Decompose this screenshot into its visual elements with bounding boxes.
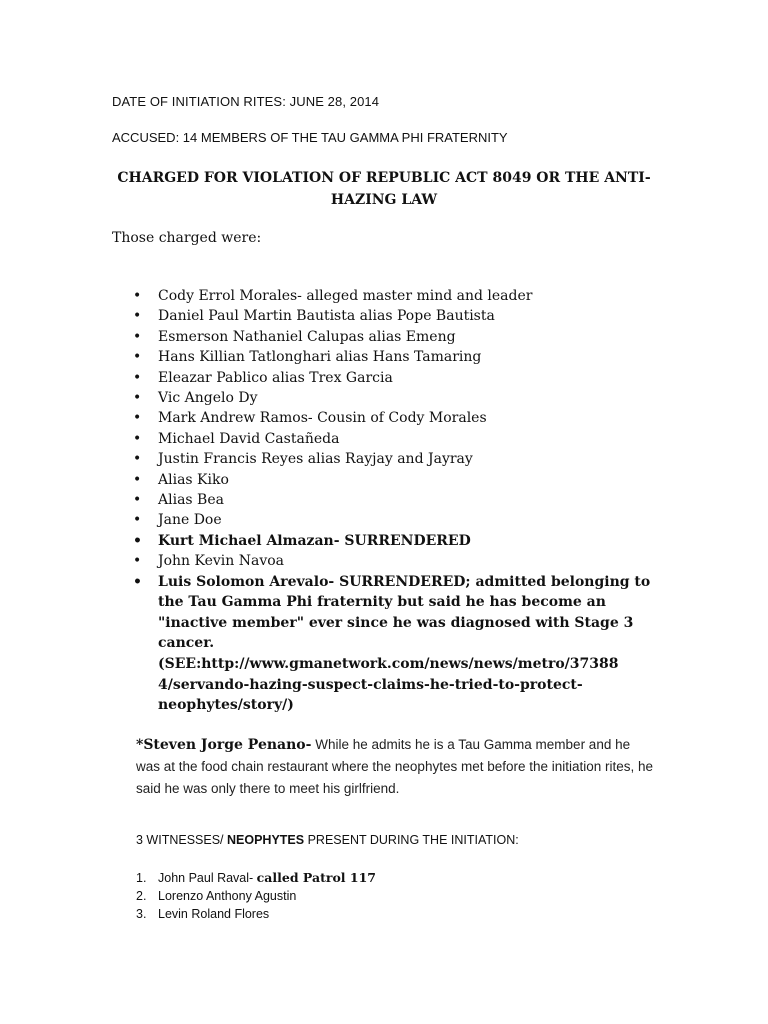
witness-number: 2.	[136, 889, 147, 903]
charged-list	[0, 286, 768, 716]
date-of-initiation-line: DATE OF INITIATION RITES: JUNE 28, 2014	[112, 94, 380, 109]
list-item: • Kurt Michael Almazan- SURRENDERED	[0, 531, 658, 551]
witnesses-heading	[136, 833, 519, 847]
luis-line-2: the Tau Gamma Phi fraternity but said he has become an	[158, 594, 606, 611]
charge-heading-line-1: CHARGED FOR VIOLATION OF REPUBLIC ACT 8049 OR THE ANTI-	[117, 170, 651, 186]
witnesses-heading-suffix: PRESENT DURING THE INITIATION:	[304, 833, 519, 847]
witness-number: 1.	[136, 871, 147, 885]
list-item: • Eleazar Pablico alias Trex Garcia	[0, 368, 658, 388]
list-item: • John Kevin Navoa	[0, 551, 658, 571]
accused-line: ACCUSED: 14 MEMBERS OF THE TAU GAMMA PHI FRATERNITY	[112, 130, 508, 145]
witness-number: 3.	[136, 907, 147, 921]
list-item: • Jane Doe	[0, 510, 658, 530]
witnesses-heading-prefix: 3 WITNESSES/	[136, 833, 227, 847]
list-item: • Daniel Paul Martin Bautista alias Pope Bautista	[0, 306, 658, 326]
list-item: • Alias Bea	[0, 490, 658, 510]
list-item: • Alias Kiko	[0, 470, 658, 490]
steven-penano-name: *Steven Jorge Penano-	[136, 737, 312, 753]
witness-name: Lorenzo Anthony Agustin	[158, 889, 297, 903]
luis-source-link-line-1: (SEE:http://www.gmanetwork.com/news/news/metro/37388	[158, 656, 619, 673]
luis-line-3: "inactive member" ever since he was diagnosed with Stage 3	[158, 614, 634, 631]
luis-line-4: cancer.	[158, 635, 215, 652]
steven-penano-note	[136, 734, 656, 800]
list-item: • Esmerson Nathaniel Calupas alias Emeng	[0, 327, 658, 347]
witnesses-list	[0, 869, 376, 923]
list-item: • Hans Killian Tatlonghari alias Hans Tamaring	[0, 347, 658, 367]
list-item: • Michael David Castañeda	[0, 429, 658, 449]
those-charged-intro: Those charged were:	[112, 230, 262, 246]
luis-line-1: • Luis Solomon Arevalo- SURRENDERED; admitted belonging to	[158, 573, 651, 590]
list-item: • Vic Angelo Dy	[0, 388, 658, 408]
list-item: • Justin Francis Reyes alias Rayjay and Jayray	[0, 449, 658, 469]
luis-source-link-line-3: neophytes/story/)	[158, 697, 294, 714]
list-item: • Mark Andrew Ramos- Cousin of Cody Morales	[0, 408, 658, 428]
steven-penano-text: While he admits he is a Tau Gamma member and he was at the food chain restaurant where the neophytes met before the initiation rites, he said he was only there to meet his girlfriend.	[136, 737, 654, 796]
charge-heading-line-2: HAZING LAW	[330, 192, 438, 208]
list-item	[0, 887, 376, 905]
witness-name: Levin Roland Flores	[158, 907, 270, 921]
list-item	[0, 869, 376, 887]
list-item: • Cody Errol Morales- alleged master mind and leader	[0, 286, 658, 306]
list-item-luis-arevalo	[0, 572, 658, 716]
witnesses-heading-neophytes: NEOPHYTES	[227, 833, 305, 847]
witness-note: called Patrol 117	[256, 870, 376, 885]
charge-heading	[112, 167, 656, 211]
luis-source-link-line-2: 4/servando-hazing-suspect-claims-he-tried-to-protect-	[158, 676, 583, 693]
list-item	[0, 905, 376, 923]
witness-name: John Paul Raval-	[158, 871, 257, 885]
